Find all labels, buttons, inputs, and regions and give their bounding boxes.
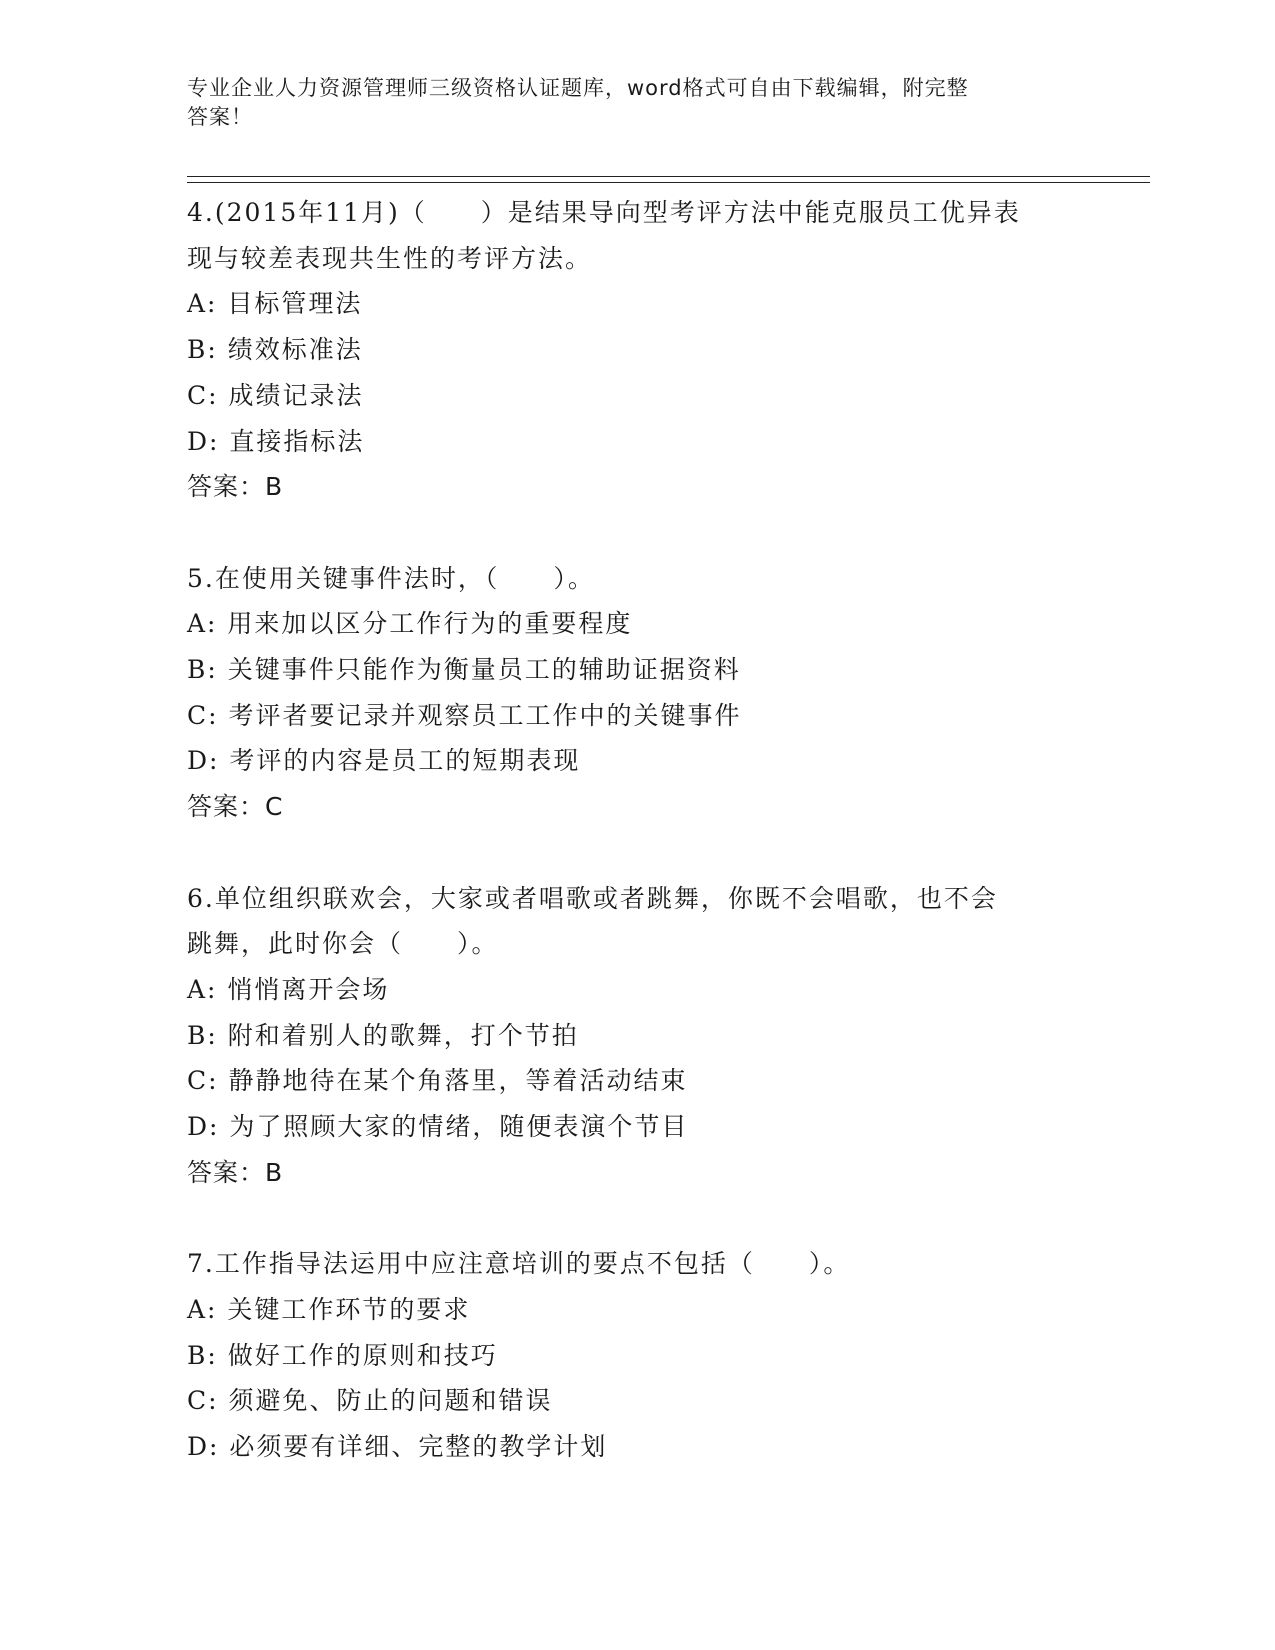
option-c: C: 须避免、防止的问题和错误 <box>187 1386 553 1416</box>
question-stem: 现与较差表现共生性的考评方法。 <box>187 243 593 273</box>
question-stem: 6.单位组织联欢会，大家或者唱歌或者跳舞，你既不会唱歌，也不会 <box>187 883 998 913</box>
answer-line: 答案：C <box>187 792 284 822</box>
answer-line: 答案：B <box>187 472 284 502</box>
option-c: C: 静静地待在某个角落里，等着活动结束 <box>187 1066 688 1096</box>
header-divider <box>187 176 1150 177</box>
answer-line: 答案：B <box>187 1157 284 1187</box>
question-item <box>187 190 1087 510</box>
option-d: D: 必须要有详细、完整的教学计划 <box>187 1431 608 1461</box>
question-stem: 5.在使用关键事件法时，（ ）。 <box>187 563 595 593</box>
header-line: 专业企业人力资源管理师三级资格认证题库，word格式可自由下载编辑，附完整 <box>187 76 969 100</box>
header-divider <box>187 182 1150 183</box>
question-item <box>187 1241 1087 1470</box>
option-c: C: 考评者要记录并观察员工工作中的关键事件 <box>187 700 742 730</box>
question-stem: 4.(2015年11月)（ ）是结果导向型考评方法中能克服员工优异表 <box>187 198 1021 227</box>
option-a: A: 悄悄离开会场 <box>187 974 390 1004</box>
question-list <box>187 190 1087 1470</box>
option-b: B: 做好工作的原则和技巧 <box>187 1340 498 1370</box>
option-b: B: 绩效标准法 <box>187 335 363 365</box>
option-c: C: 成绩记录法 <box>187 380 364 410</box>
option-d: D: 考评的内容是员工的短期表现 <box>187 746 581 776</box>
option-a: A: 关键工作环节的要求 <box>187 1294 471 1324</box>
option-d: D: 直接指标法 <box>187 426 365 456</box>
question-item <box>187 556 1087 830</box>
question-stem: 7.工作指导法运用中应注意培训的要点不包括（ ）。 <box>187 1249 851 1279</box>
question-stem: 跳舞，此时你会（ ）。 <box>187 929 499 959</box>
option-a: A: 目标管理法 <box>187 289 363 319</box>
option-a: A: 用来加以区分工作行为的重要程度 <box>187 609 633 639</box>
option-b: B: 附和着别人的歌舞，打个节拍 <box>187 1020 579 1050</box>
option-b: B: 关键事件只能作为衡量员工的辅助证据资料 <box>187 655 741 685</box>
question-item <box>187 876 1087 1196</box>
header-line: 答案！ <box>187 105 253 129</box>
option-d: D: 为了照顾大家的情绪，随便表演个节目 <box>187 1112 689 1142</box>
document-header <box>187 74 1087 132</box>
